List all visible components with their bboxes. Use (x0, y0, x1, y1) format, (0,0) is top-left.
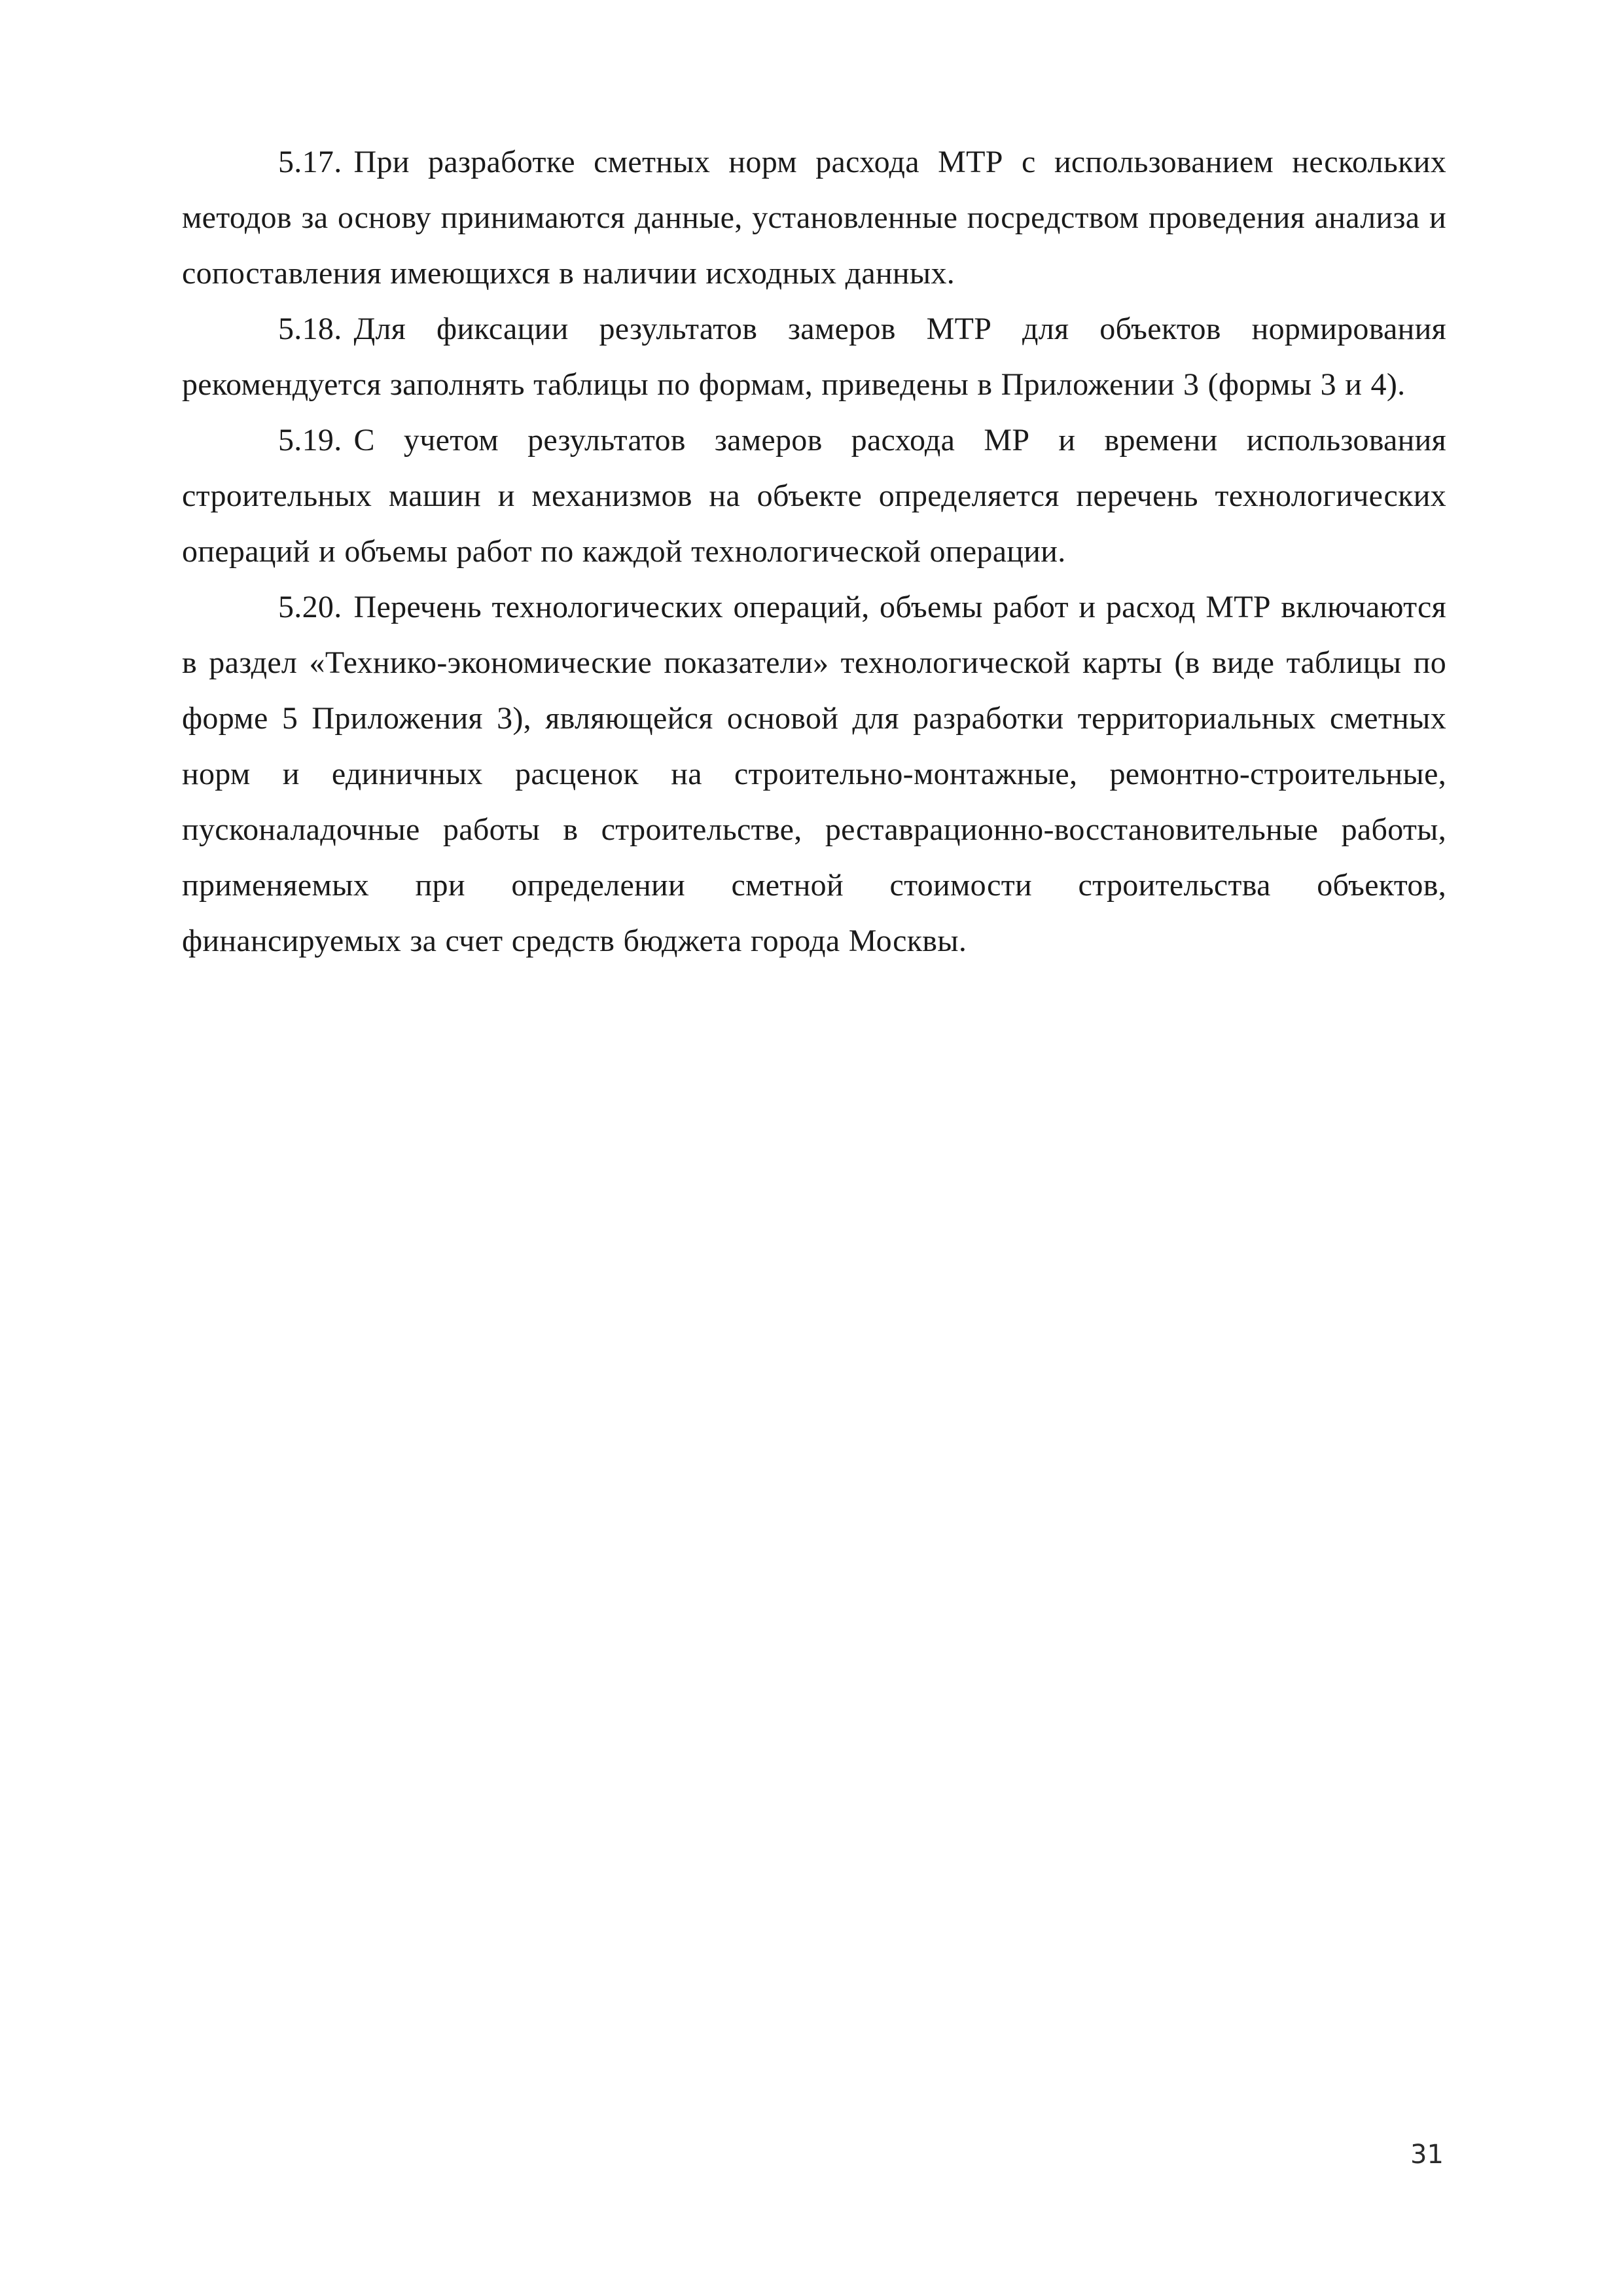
paragraph-number: 5.17. (278, 145, 342, 179)
paragraph-5-17 (182, 134, 1446, 301)
body-text (182, 134, 1446, 969)
paragraph-5-20 (182, 579, 1446, 969)
paragraph-number: 5.20. (278, 590, 342, 624)
paragraph-number: 5.19. (278, 423, 342, 457)
paragraph-text: С учетом результатов замеров расхода МР и времени использования строительных машин и механизмов на объекте определяется перечень технологических операций и объемы работ по каждой технологической операции. (182, 423, 1446, 569)
page-number: 31 (1410, 2140, 1444, 2170)
paragraph-text: Перечень технологических операций, объемы работ и расход МТР включаются в раздел «Технико-экономические показатели» технологической карты (в виде таблицы по форме 5 Приложения 3), являющейся основой для разработки территориальных сметных норм и единичных расценок на строительно-монтажные, ремонтно-строительные, пусконаладочные работы в строительстве, реставрационно-восстановительные работы, применяемых при определении сметной стоимости строительства объектов, финансируемых за счет средств бюджета города Москвы. (182, 590, 1446, 958)
paragraph-text: Для фиксации результатов замеров МТР для объектов нормирования рекомендуется заполнять таблицы по формам, приведены в Приложении 3 (формы 3 и 4). (182, 312, 1446, 402)
paragraph-number: 5.18. (278, 312, 342, 346)
paragraph-text: При разработке сметных норм расхода МТР с использованием нескольких методов за основу принимаются данные, установленные посредством проведения анализа и сопоставления имеющихся в наличии исходных данных. (182, 145, 1446, 291)
paragraph-5-19 (182, 412, 1446, 579)
paragraph-5-18 (182, 301, 1446, 412)
